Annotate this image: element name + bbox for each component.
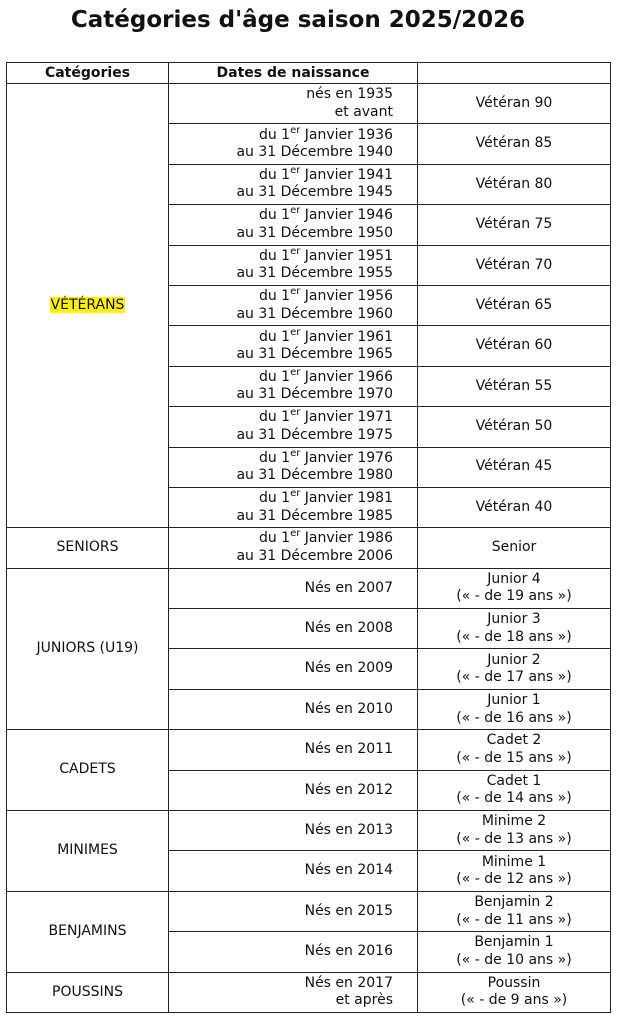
age-label-line: Junior 2 [487,651,541,668]
header-label [418,63,611,84]
date-prefix: du 1 [258,328,291,345]
header-row [7,63,611,84]
age-label-line: Junior 4 [487,570,541,587]
ordinal-suffix: er [290,407,301,419]
birth-date-line: au 31 Décembre 1975 [236,426,393,443]
ordinal-suffix: er [290,205,301,217]
age-label-line: (« - de 13 ans ») [456,830,572,847]
category-name: VÉTÉRANS [50,296,125,313]
date-suffix: Janvier 1946 [300,207,393,224]
age-label-line: Vétéran 60 [475,337,553,354]
age-label-cell [418,407,611,447]
age-label-line: Cadet 2 [486,732,542,749]
age-label-cell [418,851,611,891]
date-prefix: du 1 [258,207,291,224]
age-label-cell [418,164,611,204]
category-name: MINIMES [57,842,118,859]
age-label-cell [418,972,611,1012]
birth-date-line: Nés en 2010 [304,700,393,717]
birth-date-line [169,326,393,347]
birth-date-cell [169,811,418,851]
birth-date-cell [169,124,418,164]
age-label-line: (« - de 9 ans ») [460,992,568,1009]
birth-date-cell [169,84,418,124]
table-row [7,972,611,1012]
category-cell [7,84,169,528]
age-label-line: Junior 1 [487,692,541,709]
category-name: BENJAMINS [48,922,127,939]
birth-date-line: Nés en 2012 [304,781,393,798]
ordinal-suffix: er [290,366,301,378]
age-label-cell [418,487,611,527]
age-label-cell [418,447,611,487]
age-label-line: Vétéran 55 [475,377,553,394]
age-label-line: (« - de 15 ans ») [456,749,572,766]
age-label-cell [418,689,611,729]
category-name: POUSSINS [52,983,123,1000]
birth-date-cell [169,851,418,891]
age-label-line: Vétéran 75 [475,216,553,233]
category-cell [7,972,169,1012]
age-label-line: Vétéran 90 [475,94,553,111]
category-name: JUNIORS (U19) [36,640,139,657]
category-cell [7,811,169,892]
date-prefix: du 1 [258,126,291,143]
birth-date-cell [169,972,418,1012]
age-label-line: Vétéran 80 [475,175,553,192]
birth-date-line: Nés en 2014 [304,862,393,879]
age-label-cell [418,366,611,406]
age-categories-table [6,62,611,1013]
birth-date-line: au 31 Décembre 1950 [236,224,393,241]
age-label-line: (« - de 14 ans ») [456,790,572,807]
age-label-line: Vétéran 40 [475,498,553,515]
date-prefix: du 1 [258,409,291,426]
age-label-line: Minime 1 [481,853,547,870]
ordinal-suffix: er [290,286,301,298]
birth-date-line [169,288,393,306]
birth-date-line: et avant [334,103,393,120]
birth-date-line: Nés en 2013 [304,821,393,838]
birth-date-cell [169,730,418,770]
birth-date-cell [169,528,418,568]
header-categories: Catégories [7,63,169,84]
birth-date-line [169,124,393,145]
birth-date-line: et après [335,992,393,1009]
birth-date-cell [169,407,418,447]
age-label-line: (« - de 11 ans ») [456,911,572,928]
birth-date-line: au 31 Décembre 1965 [236,346,393,363]
age-label-cell [418,649,611,689]
date-prefix: du 1 [258,490,291,507]
age-label-cell [418,730,611,770]
birth-date-line [169,245,393,266]
birth-date-cell [169,245,418,285]
date-prefix: du 1 [258,166,291,183]
category-cell [7,730,169,811]
ordinal-suffix: er [290,326,301,338]
age-label-cell [418,568,611,608]
age-label-cell [418,528,611,568]
birth-date-line: au 31 Décembre 1980 [236,467,393,484]
birth-date-cell [169,285,418,325]
ordinal-suffix: er [290,447,301,459]
age-label-cell [418,811,611,851]
birth-date-cell [169,568,418,608]
birth-date-cell [169,932,418,972]
date-suffix: Janvier 1941 [300,166,393,183]
age-label-line: Vétéran 70 [475,256,553,273]
header-birth-dates: Dates de naissance [169,63,418,84]
table-row [7,84,611,124]
birth-date-cell [169,649,418,689]
table-row [7,568,611,608]
birth-date-line: Nés en 2009 [304,660,393,677]
age-label-cell [418,770,611,810]
age-label-line: Benjamin 2 [474,894,554,910]
date-suffix: Janvier 1981 [300,490,393,507]
birth-date-cell [169,164,418,204]
date-prefix: du 1 [258,247,291,264]
ordinal-suffix: er [290,124,301,136]
date-prefix: du 1 [258,288,291,305]
category-name: CADETS [59,761,116,778]
age-label-cell [418,891,611,931]
birth-date-line: au 31 Décembre 1955 [236,265,393,282]
age-label-cell [418,124,611,164]
category-cell [7,891,169,972]
birth-date-line: au 31 Décembre 2006 [236,547,393,564]
birth-date-line: Nés en 2011 [304,741,393,758]
date-suffix: Janvier 1951 [300,247,393,264]
age-label-line: (« - de 16 ans ») [456,709,572,726]
birth-date-line: nés en 1935 [306,86,393,103]
birth-date-line: au 31 Décembre 1940 [236,144,393,161]
age-label-line: Minime 2 [481,813,547,830]
birth-date-line: Nés en 2015 [304,902,393,919]
age-label-line: Vétéran 50 [475,418,553,435]
date-suffix: Janvier 1971 [300,409,393,426]
birth-date-cell [169,609,418,649]
birth-date-line [169,447,393,468]
date-suffix: Janvier 1976 [300,449,393,466]
birth-date-line: Nés en 2017 [304,974,393,991]
birth-date-line: Nés en 2007 [304,579,393,596]
date-prefix: du 1 [258,368,291,385]
age-label-cell [418,84,611,124]
birth-date-cell [169,447,418,487]
date-prefix: du 1 [258,530,291,547]
date-suffix: Janvier 1956 [300,288,393,305]
birth-date-cell [169,487,418,527]
date-suffix: Janvier 1986 [300,530,393,547]
table-row [7,811,611,851]
date-prefix: du 1 [258,449,291,466]
age-label-cell [418,932,611,972]
age-label-line: Benjamin 1 [474,934,554,951]
birth-date-line: au 31 Décembre 1945 [236,184,393,201]
age-label-line: Poussin [487,974,541,991]
age-label-line: Vétéran 65 [475,296,553,313]
category-cell [7,568,169,730]
age-label-cell [418,245,611,285]
birth-date-line [169,164,393,185]
age-label-line: (« - de 12 ans ») [456,871,572,888]
age-label-line: Junior 3 [487,611,541,628]
birth-date-cell [169,205,418,245]
table-row [7,528,611,568]
birth-date-line: au 31 Décembre 1960 [236,305,393,322]
age-label-cell [418,285,611,325]
table-row [7,891,611,931]
birth-date-cell [169,366,418,406]
birth-date-line: au 31 Décembre 1985 [236,507,393,524]
age-label-line: Vétéran 85 [475,135,553,152]
category-cell [7,528,169,568]
age-label-cell [418,205,611,245]
birth-date-line [169,490,393,508]
date-suffix: Janvier 1966 [300,368,393,385]
birth-date-line [169,207,393,225]
category-name: SENIORS [56,539,119,556]
age-label-line: (« - de 10 ans ») [456,951,572,968]
age-label-line: (« - de 17 ans ») [456,669,572,686]
birth-date-line [169,409,393,427]
age-label-line: Vétéran 45 [475,458,553,475]
age-label-cell [418,326,611,366]
birth-date-cell [169,689,418,729]
ordinal-suffix: er [290,164,301,176]
table-header [7,63,611,84]
page-title: Catégories d'âge saison 2025/2026 [70,7,526,33]
ordinal-suffix: er [290,528,301,540]
age-label-cell [418,609,611,649]
date-suffix: Janvier 1936 [300,126,393,143]
birth-date-line [169,530,393,548]
ordinal-suffix: er [290,245,301,257]
date-suffix: Janvier 1961 [300,328,393,345]
table-row [7,730,611,770]
birth-date-cell [169,326,418,366]
birth-date-line: au 31 Décembre 1970 [236,386,393,403]
birth-date-cell [169,891,418,931]
birth-date-cell [169,770,418,810]
age-label-line: (« - de 18 ans ») [456,628,572,645]
birth-date-line: Nés en 2008 [304,620,393,637]
age-label-line: Cadet 1 [486,772,542,789]
table-body [7,84,611,1013]
ordinal-suffix: er [290,488,301,500]
birth-date-line: Nés en 2016 [304,943,393,960]
age-label-line: (« - de 19 ans ») [456,588,572,605]
birth-date-line [169,366,393,387]
age-label-line: Senior [491,539,537,556]
